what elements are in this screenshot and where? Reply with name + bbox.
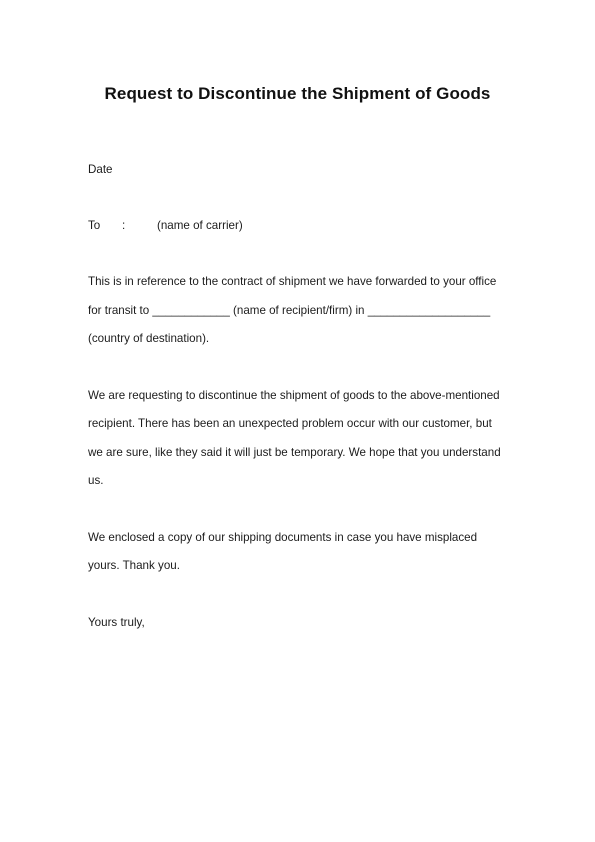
paragraph-line: We are requesting to discontinue the shipment of goods to the above-mentioned <box>88 389 500 402</box>
closing-line: Yours truly, <box>88 616 145 629</box>
paragraph-line: us. <box>88 474 104 487</box>
paragraph-line: yours. Thank you. <box>88 559 180 572</box>
paragraph-line: (country of destination). <box>88 332 210 345</box>
paragraph-line: We enclosed a copy of our shipping documents in case you have misplaced <box>88 531 478 544</box>
to-label: To <box>88 219 101 232</box>
carrier-name-placeholder: (name of carrier) <box>157 219 243 232</box>
paragraph-line: recipient. There has been an unexpected problem occur with our customer, but <box>88 417 492 430</box>
letter-title: Request to Discontinue the Shipment of Goods <box>104 84 491 103</box>
to-colon: : <box>122 219 126 232</box>
paragraph-line: This is in reference to the contract of shipment we have forwarded to your office <box>88 275 497 288</box>
paragraph-line: we are sure, like they said it will just be temporary. We hope that you understand <box>88 446 501 459</box>
paragraph-line: for transit to ____________ (name of recipient/firm) in ___________________ <box>88 304 491 317</box>
date-label: Date <box>88 163 113 176</box>
